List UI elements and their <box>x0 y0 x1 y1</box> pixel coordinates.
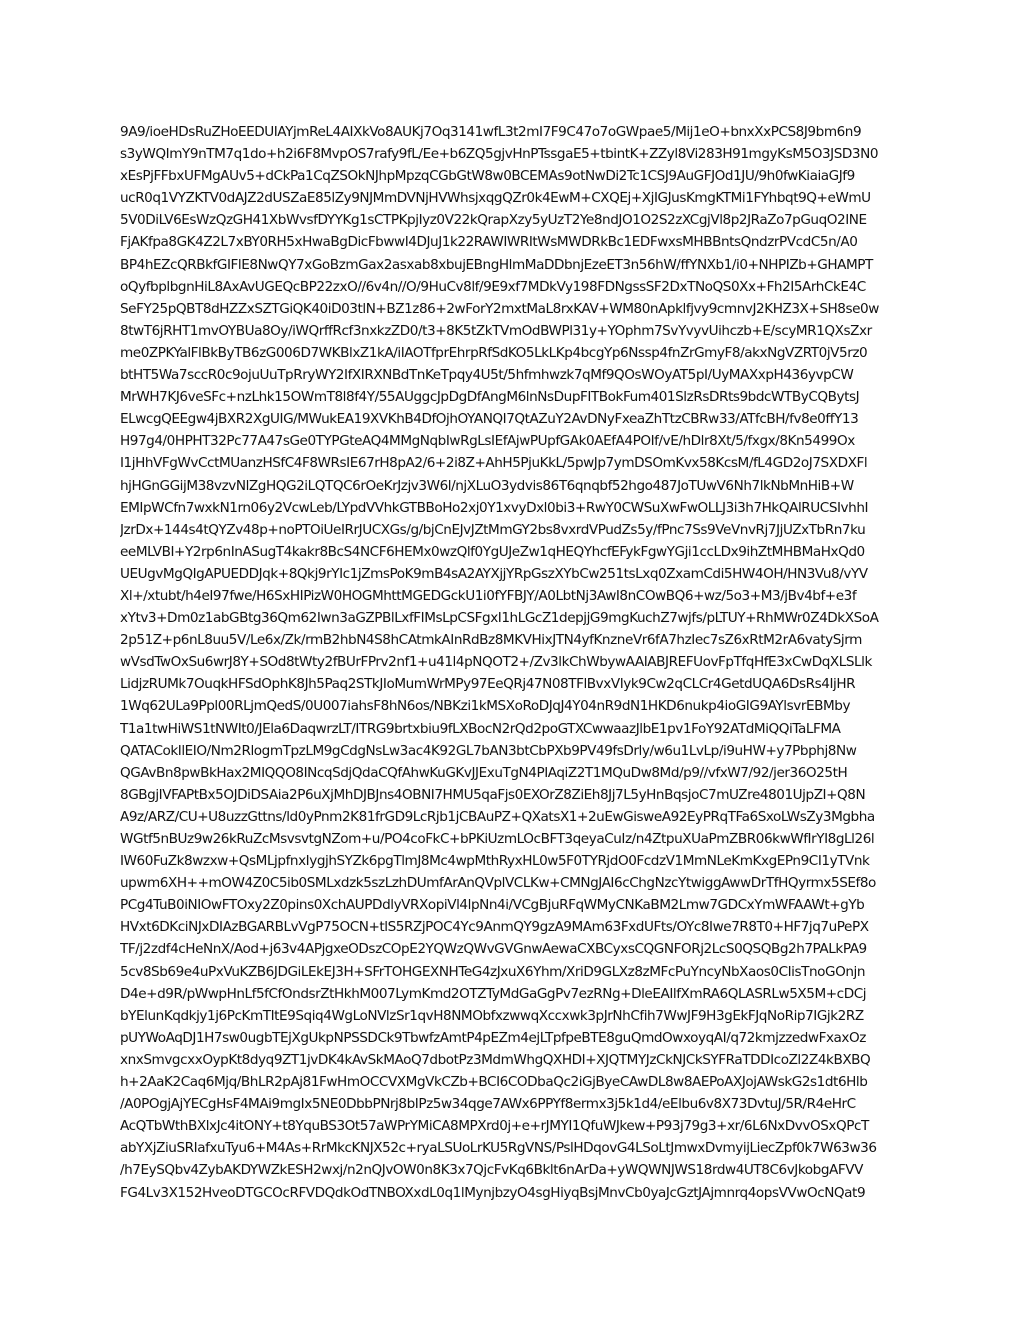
text-line: WGtf5nBUz9w26kRuZcMsvsvtgNZom+u/PO4coFkC+bPKiUzmLOcBFT3qeyaCuIz/n4ZtpuXUaPmZBR06kwWfIrYI8gLl26l <box>120 831 875 847</box>
text-line: oQyfbplbgnHiL8AxAvUGEQcBP22zxO//6v4n//O/9HuCv8lf/9E9xf7MDkVy198FDNgssSF2DxTNoQS0Xx+Fh2I5ArhCkE4C <box>120 278 866 295</box>
text-line: s3yWQImY9nTM7q1do+h2i6F8MvpOS7rafy9fL/Ee+b6ZQ5gjvHnPTssgaE5+tbintK+ZZyl8Vi283H91mgyKsM5O3JSD3N0 <box>120 146 879 163</box>
text-line: 5cv8Sb69e4uPxVuKZB6JDGiLEkEJ3H+SFrTOHGEXNHTeG4zJxuX6Yhm/XriD9GLXz8zMFcPuYncyNbXaos0CIisTnoGOnjn <box>120 963 866 980</box>
text-line: I1jHhVFgWvCctMUanzHSfC4F8WRsIE67rH8pA2/6+2i8Z+AhH5PjuKkL/5pwJp7ymDSOmKvx58KcsM/fL4GD2oJ7SXDXFl <box>120 455 868 472</box>
text-line: bYElunKqdkjy1j6PcKmTItE9Sqiq4WgLoNVlzSr1qvH8NMObfxzwwqXccxwk3pJrNhCfih7WwJF9H3gEkFJqNoRip7IGjk2RZ <box>120 1007 864 1024</box>
text-line: HVxt6DKciNJxDIAzBGARBLvVgP75OCN+tlS5RZjPOC4Yc9AnmQY9gzA9MAm63FxdUFts/OYc8Iwe7R8T0+HF7jq7uPePX <box>120 919 869 936</box>
text-line: JzrDx+144s4tQYZv48p+noPTOiUeIRrJUCXGs/g/bjCnEJvJZtMmGY2bs8vxrdVPudZs5y/fPnc7Ss9VeVnvRj7JjUZxTbRn7ku <box>120 521 866 538</box>
text-line: Xl+/xtubt/h4eI97fwe/H6SxHIPizW0HOGMhttMGEDGckU1i0fYFBJY/A0LbtNj3AwI8nCOwBQ6+wz/5o3+M3/jBv4bf+e3f <box>120 587 857 604</box>
text-line: ELwcgQEEgw4jBXR2XgUIG/MWukEA19XVKhB4DfOjhOYANQI7QtAZuY2AvDNyFxeaZhTtzCBRw33/ATfcBH/fv8e0ffY13 <box>120 411 859 428</box>
text-line: 8twT6jRHT1mvOYBUa8Oy/iWQrffRcf3nxkzZD0/t3+8K5tZkTVmOdBWPl31y+YOphm7SvYvyvUihczb+E/scyMR1QXsZxr <box>120 322 872 339</box>
encoded-text-block <box>120 121 920 1248</box>
text-line: btHT5Wa7sccR0c9ojuUuTpRryWY2IfXIRXNBdTnKeTpqy4U5t/5hfmhwzk7qMf9QOsWOyAT5pI/UyMAXxpH436yvpCW <box>120 367 854 384</box>
text-line: AcQTbWthBXlxJc4itONY+t8YquBS3Ot57aWPrYMiCA8MPXrd0j+e+rJMYI1QfuWJkew+P93j79g3+xr/6L6NxDvvOSxQPcT <box>120 1118 869 1135</box>
text-line: me0ZPKYalFlBkByTB6zG006D7WKBlxZ1kA/iIAOTfprEhrpRfSdKO5LkLKp4bcgYp6Nssp4fnZrGmyF8/akxNgVZRT0jV5rz0 <box>120 344 868 361</box>
text-line: upwm6XH++mOW4Z0C5ib0SMLxdzk5szLzhDUmfArAnQVplVCLKw+CMNgJAI6cChgNzcYtwiggAwwDrTfHQyrmx5SEf8o <box>120 875 876 892</box>
text-line: IW60FuZk8wzxw+QsMLjpfnxIygjhSYZk6pgTlmJ8Mc4wpMthRyxHL0w5F0TYRjdO0FcdzV1MmNLeKmKxgEPn9CI1yTVnk <box>120 853 870 870</box>
text-line: /A0POgjAjYECgHsF4MAi9mgIx5NE0DbbPNrj8bIPz5w34qge7AWx6PPYf8ermx3j5k1d4/eElbu6v8X73DvtuJ/5R/R4eHrC <box>120 1096 856 1113</box>
text-line: abYXjZiuSRIafxuTyu6+M4As+RrMkcKNJX52c+ryaLSUoLrKU5RgVNS/PslHDqovG4LSoLtJmwxDvmyijLiecZpf0k7W63w36 <box>120 1140 877 1157</box>
text-line: FG4Lv3X152HveoDTGCOcRFVDQdkOdTNBOXxdL0q1lMynjbzyO4sgHiyqBsjMnvCb0yaJcGztJAjmnrq4opsVVwOcNQat9 <box>120 1184 866 1201</box>
text-line: /h7EySQbv4ZybAKDYWZkESH2wxj/n2nQJvOW0n8K3x7QjcFvKq6Bklt6nArDa+yWQWNJWS18rdw4UT8C6vJkobgAFVV <box>120 1162 863 1179</box>
text-line: 5V0DiLV6EsWzQzGH41XbWvsfDYYKg1sCTPKpjIyz0V22kQrapXzy5yUzT2Ye8ndJO1O2S2zXCgjVl8p2JRaZo7pGuqO2INE <box>120 212 867 229</box>
text-line: UEUgvMgQIgAPUEDDJqk+8Qkj9rYIc1jZmsPoK9mB4sA2AYXjjYRpGszXYbCw251tsLxq0ZxamCdi5HW4OH/HN3Vu8/vYV <box>120 565 868 582</box>
text-line: TF/j2zdf4cHeNnX/Aod+j63v4APjgxeODszCOpE2YQWzQWvGVGnwAewaCXBCyxsCQGNFORj2LcS0QSQBg2h7PALkPA9 <box>120 941 867 958</box>
text-line: D4e+d9R/pWwpHnLf5fCfOndsrZtHkhM007LymKmd2OTZTyMdGaGgPv7ezRNg+DleEAIlfXmRA6QLASRLw5X5M+cDCj <box>120 985 867 1002</box>
text-line: eeMLVBI+Y2rp6nInASugT4kakr8BcS4NCF6HEMx0wzQlf0YgUJeZw1qHEQYhcfEFykFgwYGji1ccLDx9ihZtMHBMaHxQd0 <box>120 543 865 560</box>
text-line: h+2AaK2Caq6Mjq/BhLR2pAj81FwHmOCCVXMgVkCZb+BCI6CODbaQc2iGjByeCAwDL8w8AEPoAXJojAWskG2s1dt6Hlb <box>120 1074 868 1091</box>
text-line: H97g4/0HPHT32Pc77A47sGe0TYPGteAQ4MMgNqbIwRgLsIEfAjwPUpfGAk0AEfA4POIf/vE/hDlr8Xt/5/fxgx/8Kn5499Ox <box>120 433 855 450</box>
text-line: 1Wq62ULa9Ppl00RLjmQedS/0U007iahsF8hN6os/NBKzi1kMSXoRoDJqJ4Y04nR9dN1HKD6nukp4ioGIG9AYlsvrEBMby <box>120 698 851 715</box>
text-line <box>120 1204 920 1226</box>
text-line: 8GBgjIVFAPtBx5OJDiDSAia2P6uXjMhDJBJns4OBNI7HMU5qaFjs0EXOrZ8ZiEh8Jj7L5yHnBqsjoC7mUZre4801UjpZI+Q8N <box>120 786 866 803</box>
text-line: QATACokIlEIO/Nm2RlogmTpzLM9gCdgNsLw3ac4K92GL7bAN3btCbPXb9PV49fsDrly/w6u1LvLp/i9uHW+y7Pbphj8Nw <box>120 742 857 759</box>
text-line: FjAKfpa8GK4Z2L7xBY0RH5xHwaBgDicFbwwI4DJuJ1k22RAWIWRItWsMWDRkBc1EDFwxsMHBBntsQndzrPVcdC5n/A0 <box>120 234 858 251</box>
text-line: A9z/ARZ/CU+U8uzzGttns/ld0yPnm2K81frGD9LcRjb1jCBAuPZ+QXatsX1+2uEwGisweA92EyPRqTFa6SxoLWsZy3Mgbha <box>120 808 875 825</box>
text-line: ucR0q1VYZKTV0dAJZ2dUSZaE85lZy9NJMmDVNjHVWhsjxqgQZr0k4EwM+CXQEj+XjIGJusKmgKTMi1FYhbqt9Q+eWmU <box>120 190 871 207</box>
text-line: T1a1twHiWS1tNWIt0/JEla6DaqwrzLT/ITRG9brtxbiu9fLXBocN2rQd2poGTXCwwaazJlbE1pv1FoY92ATdMiQQiTaLFMA <box>120 720 841 737</box>
text-line: QGAvBn8pwBkHax2MIQQO8INcqSdjQdaCQfAhwKuGKvJJExuTgN4PIAqiZ2T1MQuDw8Md/p9//vfxW7/92/jer36O25tH <box>120 764 848 781</box>
text-line: pUYWoAqDJ1H7sw0ugbTEjXgUkpNPSSDCk9TbwfzAmtP4pEZm4ejLTpfpeBTE8guQmdOwxoyqAI/q72kmjzzedwFxaxOz <box>120 1029 866 1046</box>
text-line: PCg4TuB0iNIOwFTOxy2Z0pins0XchAUPDdlyVRXopiVl4lpNn4i/VCgBjuRFqWMyCNKaBM2Lmw7GDCxYmWFAAWt+gYb <box>120 897 865 914</box>
text-line: SeFY25pQBT8dHZZxSZTGiQK40iD03tlN+BZ1z86+2wForY2mxtMaL8rxKAV+WM80nApklfjvy9cmnvJ2KHZ3X+SH8se0w <box>120 300 879 317</box>
text-line: xEsPjFFbxUFMgAUv5+dCkPa1CqZSOkNJhpMpzqCGbGtW8w0BCEMAs9otNwDi2Tc1CSJ9AuGFJOd1JU/9h0fwKiaiaGJf9 <box>120 168 855 185</box>
text-line: xYtv3+Dm0z1abGBtg36Qm62Iwn3aGZPBlLxfFIMsLpCSFgxI1hLGcZ1depjjG9mgKuchZ7wjfs/pLTUY+RhMWr0Z4DkXSoA <box>120 610 879 627</box>
text-line <box>120 1226 920 1248</box>
text-line: xnxSmvgcxxOypKt8dyq9ZT1jvDK4kAvSkMAoQ7dbotPz3MdmWhgQXHDI+XJQTMYJzCkNJCkSYFRaTDDIcoZl2Z4kBXBQ <box>120 1051 871 1068</box>
text-line: 9A9/ioeHDsRuZHoEEDUIAYjmReL4AIXkVo8AUKj7Oq3141wfL3t2mI7F9C47o7oGWpae5/Mij1eO+bnxXxPCS8J9bm6n9 <box>120 124 862 140</box>
text-line: hjHGnGGijM38vzvNlZgHQG2iLQTQC6rOeKrJzjv3W6l/njXLuO3ydvis86T6qnqbf52hgo487JoTUwV6Nh7lkNbMnHiB+W <box>120 477 854 494</box>
text-line: EMIpWCfn7wxkN1rn06y2VcwLeb/LYpdVVhkGTBBoHo2xj0Y1xvyDxl0bi3+RwY0CWSuXwFwOLLJ3i3h7HkQAlRUCSIvhhI <box>120 499 869 516</box>
text-line: MrWH7KJ6veSFc+nzLhk15OWmT8l8f4Y/55AUggcJpDgDfAngM6lnNsDupFITBokFum401SlzRsDRts9bdcWTByCQBytsJ <box>120 389 860 406</box>
text-line: 2p51Z+p6nL8uu5V/Le6x/Zk/rmB2hbN4S8hCAtmkAInRdBz8MKVHixJTN4yfKnzneVr6fA7hzIec7sZ6xRtM2rA6vatySjrm <box>120 632 862 649</box>
text-line: wVsdTwOxSu6wrJ8Y+SOd8tWty2fBUrFPrv2nf1+u41l4pNQOT2+/Zv3lkChWbywAAIABJREFUovFpTfqHfE3xCwDqXLSLlk <box>120 654 872 671</box>
text-line: LidjzRUMk7OuqkHFSdOphK8Jh5Paq2STkJIoMumWrMPy97EeQRj47N08TFlBvxVIyk9Cw2qCLCr4GetdUQA6DsRs4IjHR <box>120 676 856 693</box>
text-line: BP4hEZcQRBkfGIFlE8NwQY7xGoBzmGax2asxab8xbujEBngHlmMaDDbnjEzeET3n56hW/ffYNXb1/i0+NHPIZb+GHAMPT <box>120 256 873 273</box>
